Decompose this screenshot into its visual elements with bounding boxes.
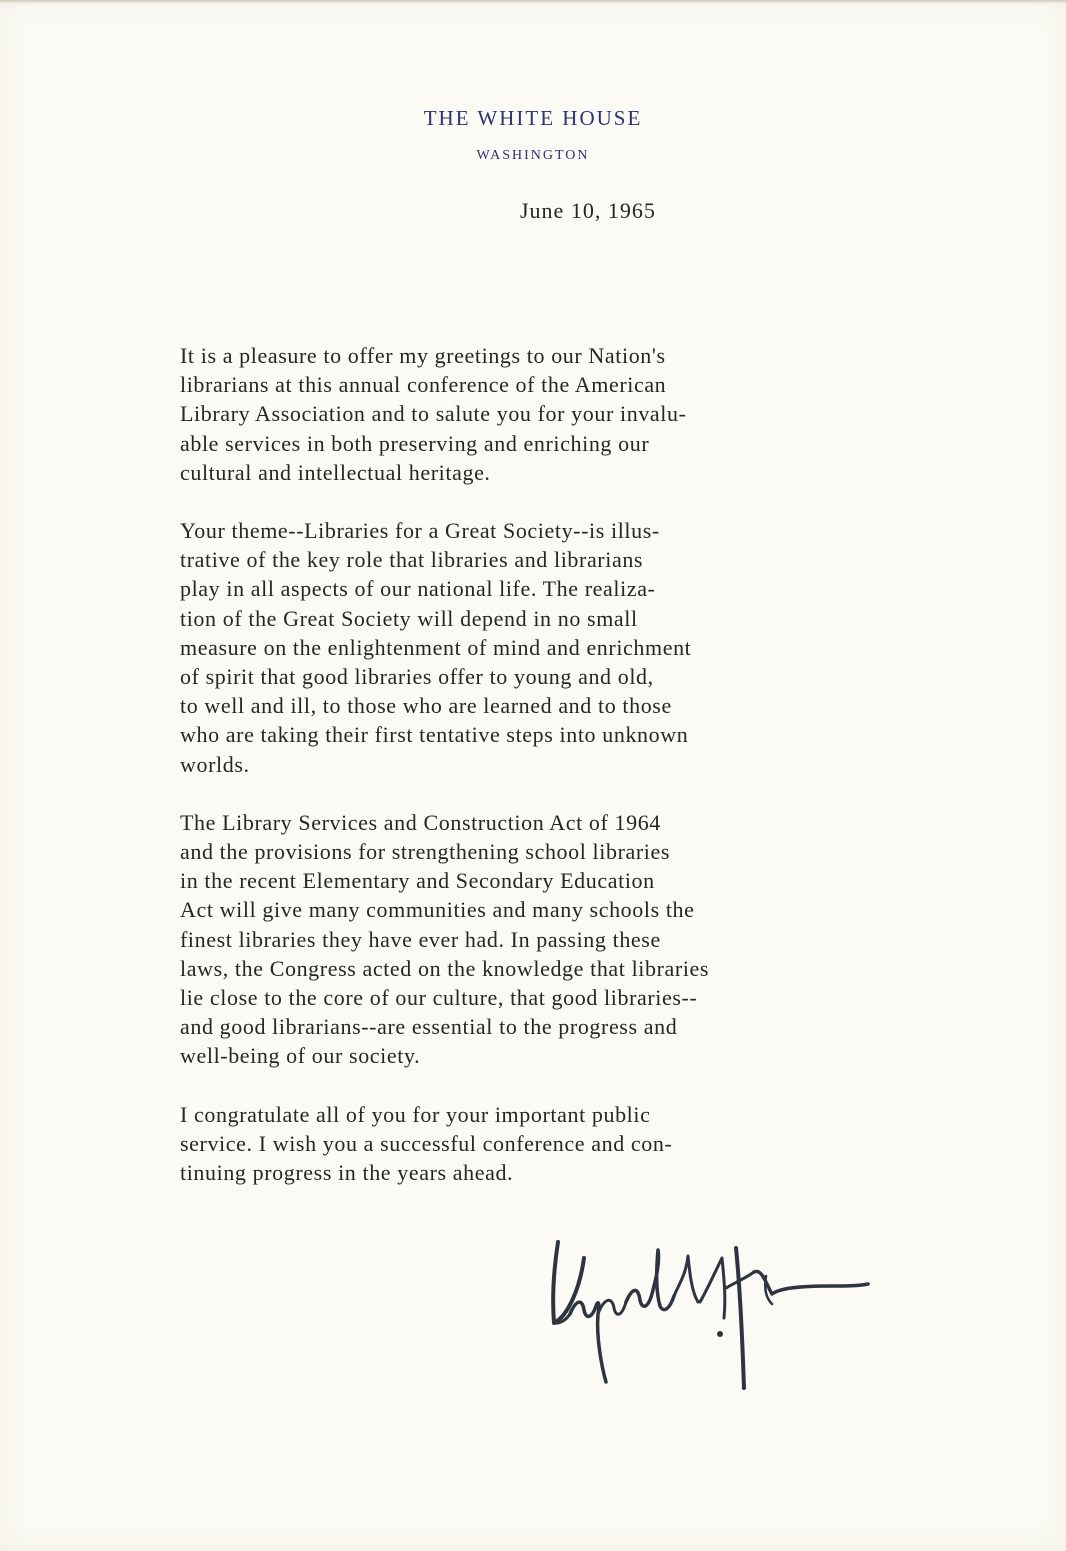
handwritten-signature xyxy=(540,1228,880,1398)
text-line: trative of the key role that libraries and librarians xyxy=(180,547,644,573)
text-line: finest libraries they have ever had. In passing these xyxy=(180,926,661,952)
paper-edge xyxy=(0,0,1066,4)
text-line: Act will give many communities and many schools the xyxy=(180,897,695,923)
text-line: service. I wish you a successful conference and con- xyxy=(180,1130,673,1156)
text-line: and the provisions for strengthening school libraries xyxy=(180,839,671,865)
text-line: tinuing progress in the years ahead. xyxy=(180,1160,514,1186)
paragraph-2 xyxy=(180,516,920,779)
paragraph-1 xyxy=(180,341,920,487)
letterhead-subtitle: WASHINGTON xyxy=(476,148,590,163)
text-line: well-being of our society. xyxy=(180,1043,421,1069)
text-line: I congratulate all of you for your important public xyxy=(180,1101,651,1127)
text-line: Library Association and to salute you for your invalu- xyxy=(180,401,687,427)
text-line: The Library Services and Construction Act of 1964 xyxy=(180,809,661,835)
text-line: to well and ill, to those who are learned and to those xyxy=(180,693,672,719)
text-line: and good librarians--are essential to the progress and xyxy=(180,1014,678,1040)
text-line: play in all aspects of our national life. The realiza- xyxy=(180,576,656,602)
text-line: worlds. xyxy=(180,751,250,777)
text-line: laws, the Congress acted on the knowledge that libraries xyxy=(180,955,710,981)
paragraph-3 xyxy=(180,808,920,1071)
text-line: who are taking their first tentative steps into unknown xyxy=(180,722,689,748)
text-line: Your theme--Libraries for a Great Society--is illus- xyxy=(180,518,660,544)
text-line: lie close to the core of our culture, that good libraries-- xyxy=(180,985,698,1011)
text-line: It is a pleasure to offer my greetings to our Nation's xyxy=(180,343,666,368)
letterhead-title: THE WHITE HOUSE xyxy=(423,106,643,130)
letter-body xyxy=(180,341,920,1216)
text-line: able services in both preserving and enriching our xyxy=(180,430,650,456)
text-line: in the recent Elementary and Secondary Education xyxy=(180,868,655,894)
letter-date: June 10, 1965 xyxy=(520,198,656,223)
text-line: cultural and intellectual heritage. xyxy=(180,459,491,485)
paragraph-4 xyxy=(180,1100,920,1188)
text-line: of spirit that good libraries offer to young and old, xyxy=(180,664,654,690)
text-line: measure on the enlightenment of mind and enrichment xyxy=(180,634,692,660)
text-line: librarians at this annual conference of the American xyxy=(180,372,667,398)
text-line: tion of the Great Society will depend in no small xyxy=(180,605,638,631)
